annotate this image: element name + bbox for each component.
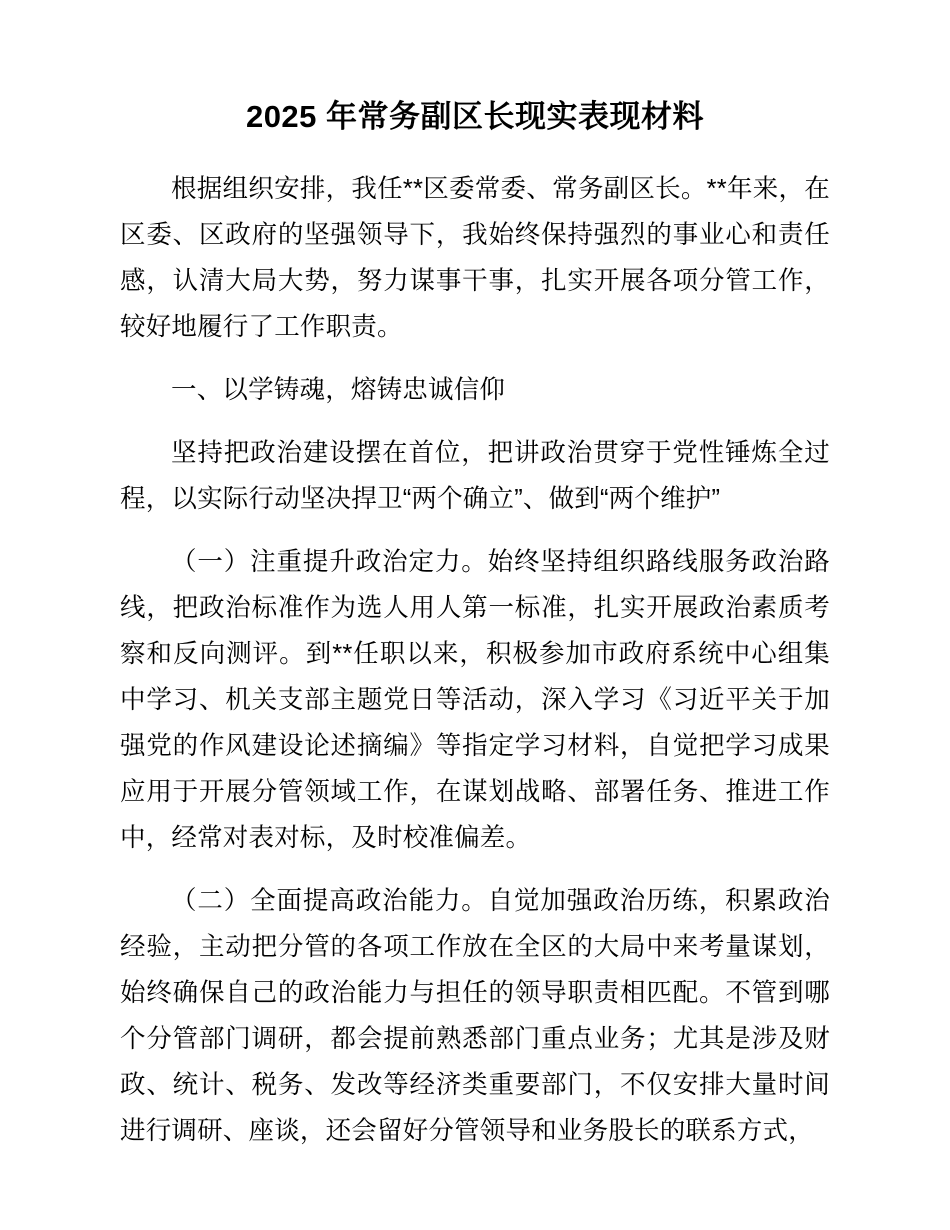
paragraph-item-one: （一）注重提升政治定力。始终坚持组织路线服务政治路线，把政治标准作为选人用人第一标准，扎实开展政治素质考察和反向测评。到**任职以来，积极参加市政府系统中心组集中学习、机关支部主题党日等活动，深入学习《习近平关于加强党的作风建设论述摘编》等指定学习材料，自觉把学习成果应用于开展分管领域工作，在谋划战略、部署任务、推进工作中，经常对表对标，及时校准偏差。	[120, 547, 830, 852]
paragraph-spacer-2	[120, 413, 830, 430]
paragraph-section-one-lead: 坚持把政治建设摆在首位，把讲政治贯穿于党性锤炼全过程，以实际行动坚决捍卫“两个确立”、做到“两个维护”	[120, 438, 830, 513]
paragraph-item-two: （二）全面提高政治能力。自觉加强政治历练，积累政治经验，主动把分管的各项工作放在全区的大局中来考量谋划，始终确保自己的政治能力与担任的领导职责相匹配。不管到哪个分管部门调研，都会提前熟悉部门重点业务；尤其是涉及财政、统计、税务、发改等经济类重要部门，不仅安排大量时间进行调研、座谈，还会留好分管领导和业务股长的联系方式，	[120, 886, 830, 1145]
section-heading-one: 一、以学铸魂，熔铸忠诚信仰	[171, 375, 506, 404]
page-title: 2025 年常务副区长现实表现材料	[245, 99, 705, 134]
paragraph-intro: 根据组织安排，我任**区委常委、常务副区长。**年来，在区委、区政府的坚强领导下，我始终保持强烈的事业心和责任感，认清大局大势，努力谋事干事，扎实开展各项分管工作，较好地履行了工作职责。	[120, 174, 830, 341]
paragraph-spacer-1	[120, 350, 830, 367]
document-content	[120, 0, 830, 1154]
paragraph-spacer-4	[120, 861, 830, 878]
paragraph-spacer-3	[120, 522, 830, 539]
title-spacer	[120, 138, 830, 166]
